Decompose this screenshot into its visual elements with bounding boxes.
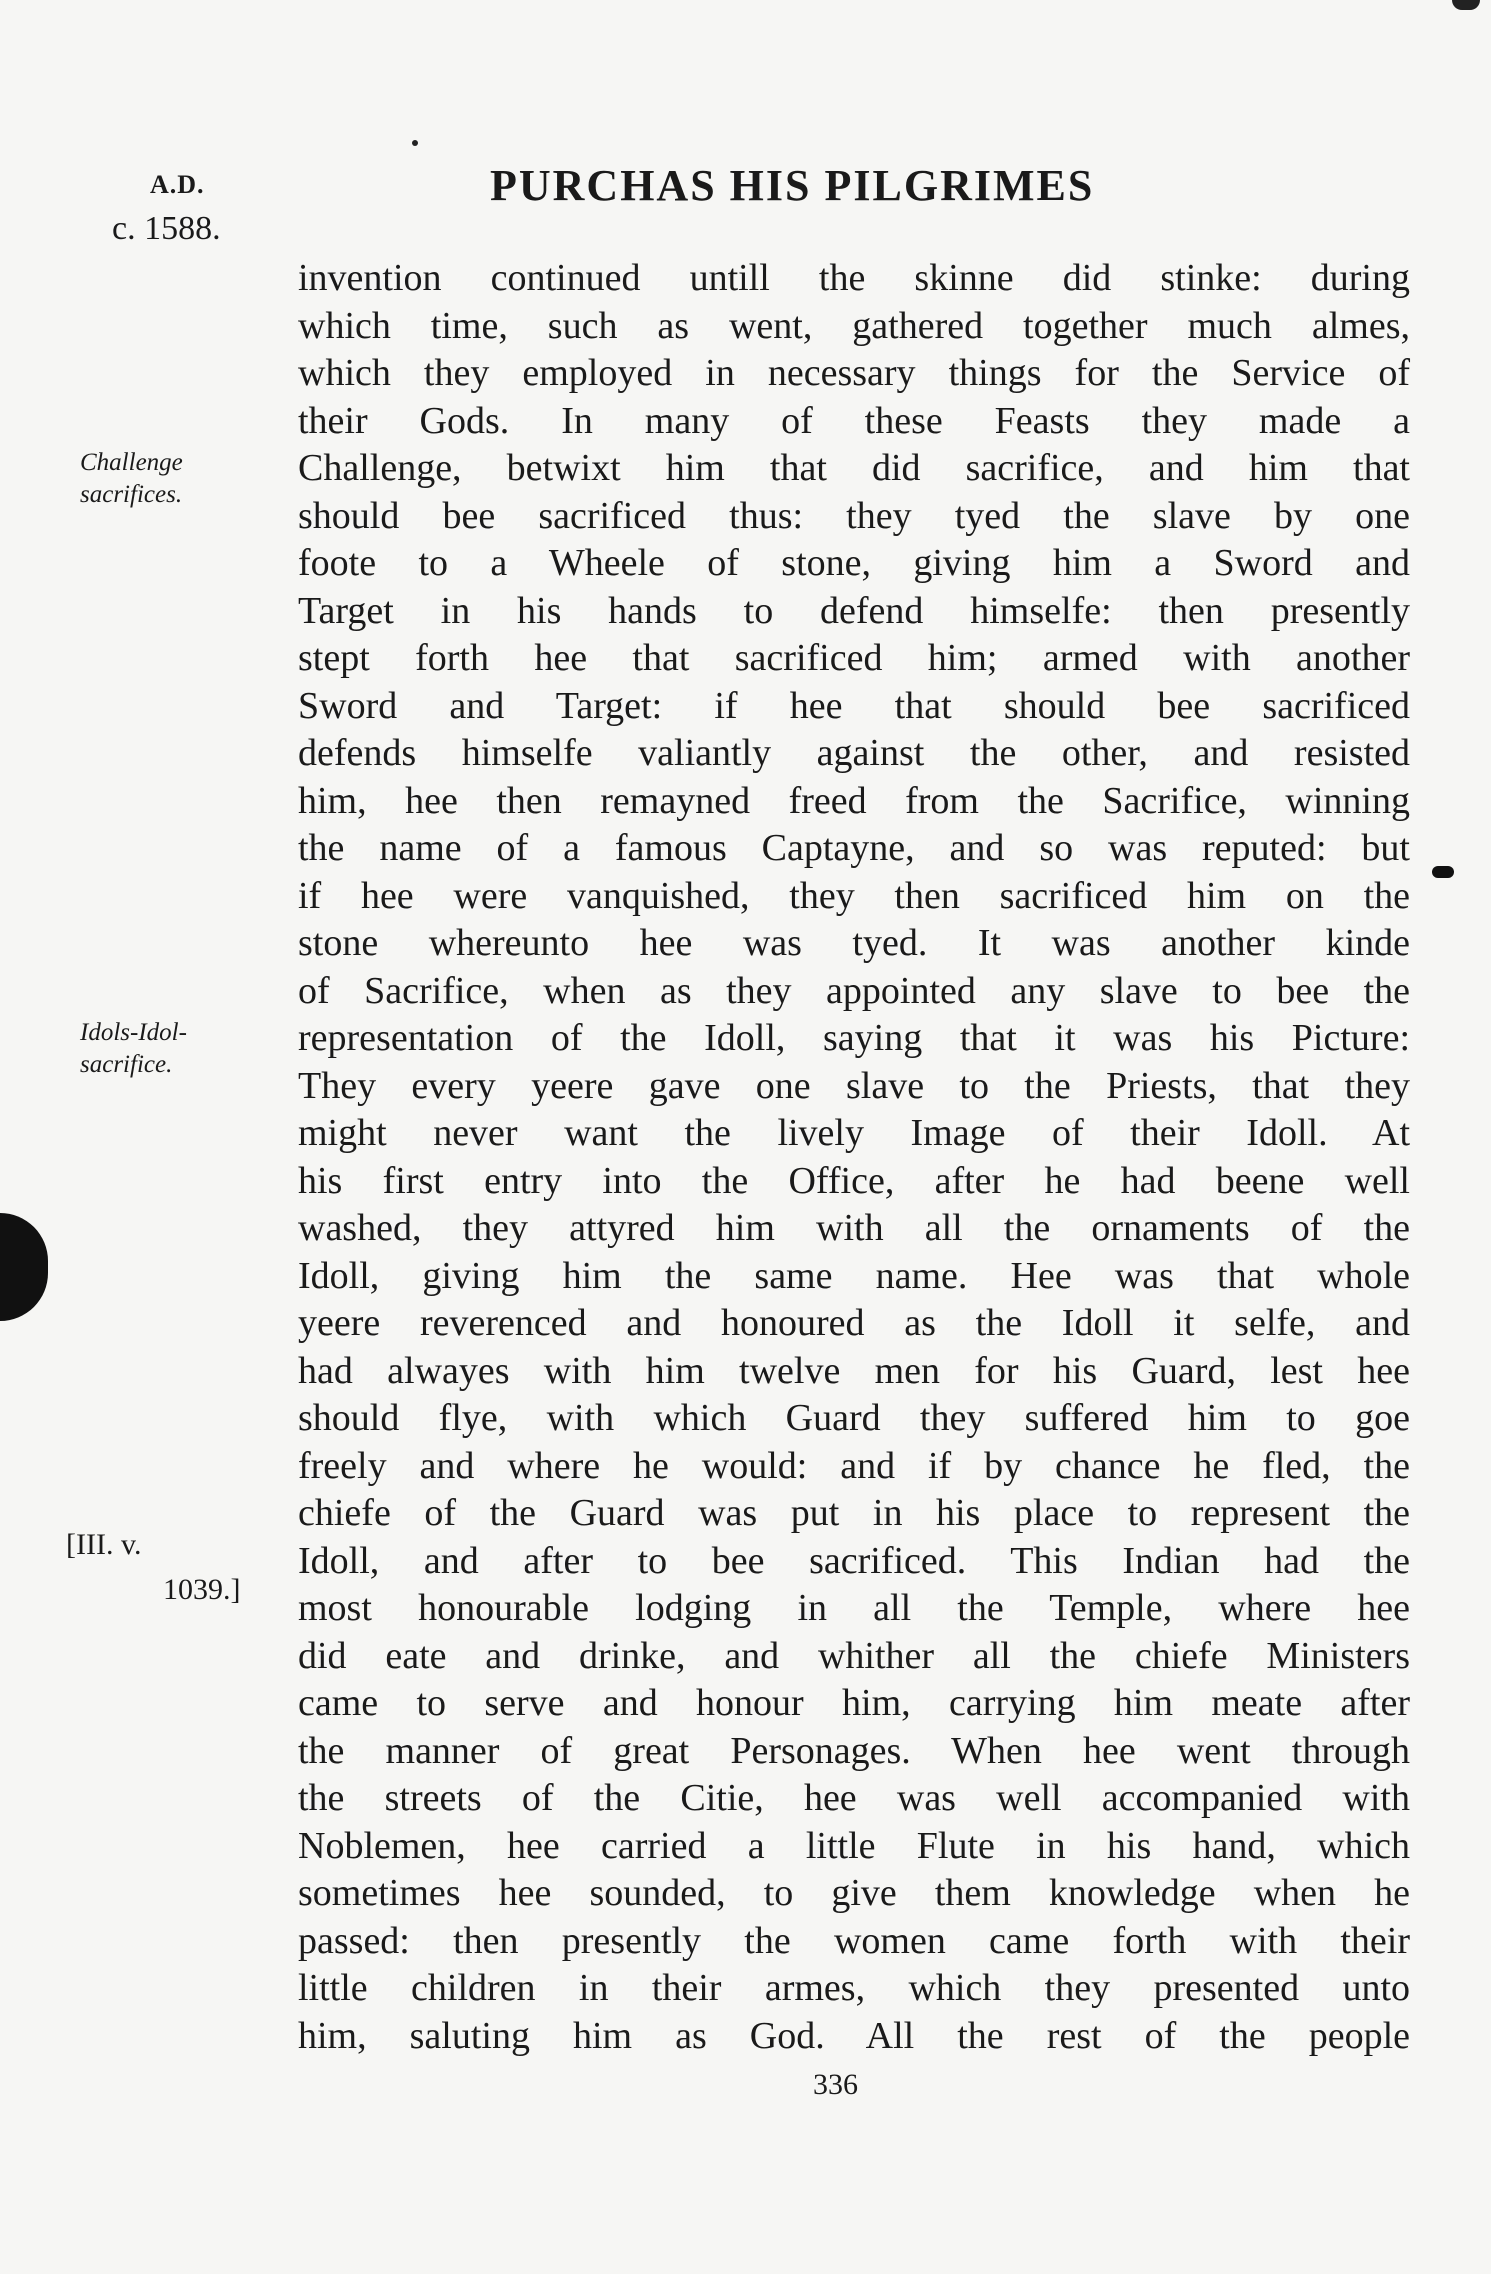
text-line: should bee sacrificed thus: they tyed the slave by one (298, 494, 1410, 537)
text-line: They every yeere gave one slave to the Priests, that they (298, 1064, 1410, 1107)
text-line: stone whereunto hee was tyed. It was another kinde (298, 922, 1410, 964)
text-line: Target in his hands to defend himselfe: then presently (298, 589, 1410, 632)
text-line: the streets of the Citie, hee was well accompanied with (298, 1777, 1410, 1819)
text-line: him, hee then remayned freed from the Sacrifice, winning (298, 779, 1410, 822)
text-line: Sword and Target: if hee that should bee sacrificed (298, 684, 1410, 727)
margin-reference-volume: [III. v. (66, 1528, 142, 1561)
text-line: chiefe of the Guard was put in his place to represent the (298, 1492, 1410, 1534)
text-line: which time, such as went, gathered together much almes, (298, 304, 1410, 347)
margin-note-idols (80, 1017, 187, 1081)
margin-date-ad: A.D. (150, 170, 205, 199)
margin-reference-page: 1039.] (163, 1573, 241, 1606)
margin-note-line: Challenge (80, 449, 183, 476)
text-line: which they employed in necessary things for the Service of (298, 352, 1410, 394)
text-line: Challenge, betwixt him that did sacrifice, and him that (298, 447, 1410, 489)
text-line: most honourable lodging in all the Temple, where hee (298, 1587, 1410, 1629)
body-text (298, 255, 1410, 2060)
margin-note-line: sacrifice. (80, 1051, 173, 1078)
text-line: yeere reverenced and honoured as the Idoll it selfe, and (298, 1302, 1410, 1344)
text-line: Idoll, giving him the same name. Hee was that whole (298, 1254, 1410, 1297)
ink-mark (1432, 866, 1454, 878)
margin-note-challenge (80, 447, 183, 511)
text-line: had alwayes with him twelve men for his Guard, lest hee (298, 1349, 1410, 1392)
thumb-shadow (0, 1213, 48, 1321)
text-line: stept forth hee that sacrificed him; armed with another (298, 637, 1410, 679)
text-line: sometimes hee sounded, to give them knowledge when he (298, 1872, 1410, 1914)
text-line: passed: then presently the women came forth with their (298, 1919, 1410, 1962)
running-title: PURCHAS HIS PILGRIMES (490, 161, 1095, 210)
margin-note-line: sacrifices. (80, 481, 183, 508)
text-line: if hee were vanquished, they then sacrificed him on the (298, 874, 1410, 917)
margin-date-year: c. 1588. (112, 210, 221, 247)
text-line: might never want the lively Image of their Idoll. At (298, 1112, 1410, 1154)
text-line: did eate and drinke, and whither all the chiefe Ministers (298, 1634, 1410, 1677)
scan-artifact (1452, 0, 1480, 10)
text-line: his first entry into the Office, after he had beene well (298, 1159, 1410, 1202)
text-line: freely and where he would: and if by chance he fled, the (298, 1444, 1410, 1487)
text-line: should flye, with which Guard they suffered him to goe (298, 1397, 1410, 1439)
text-line: invention continued untill the skinne did stinke: during (298, 257, 1410, 299)
text-line: foote to a Wheele of stone, giving him a Sword and (298, 542, 1410, 584)
text-line: came to serve and honour him, carrying him meate after (298, 1682, 1410, 1724)
text-line: representation of the Idoll, saying that it was his Picture: (298, 1017, 1410, 1059)
text-line: defends himselfe valiantly against the other, and resisted (298, 732, 1410, 774)
text-line: the manner of great Personages. When hee went through (298, 1729, 1410, 1772)
text-line: the name of a famous Captayne, and so was reputed: but (298, 827, 1410, 869)
ink-dot (412, 140, 418, 146)
text-line: washed, they attyred him with all the ornaments of the (298, 1207, 1410, 1249)
margin-note-line: Idols-Idol- (80, 1019, 187, 1046)
page-number: 336 (813, 2068, 858, 2101)
text-line: of Sacrifice, when as they appointed any slave to bee the (298, 969, 1410, 1012)
text-line: Idoll, and after to bee sacrificed. This Indian had the (298, 1539, 1410, 1582)
text-line: little children in their armes, which they presented unto (298, 1967, 1410, 2009)
text-line: Noblemen, hee carried a little Flute in his hand, which (298, 1824, 1410, 1867)
text-line: him, saluting him as God. All the rest of the people (298, 2014, 1410, 2057)
text-line: their Gods. In many of these Feasts they made a (298, 399, 1410, 442)
